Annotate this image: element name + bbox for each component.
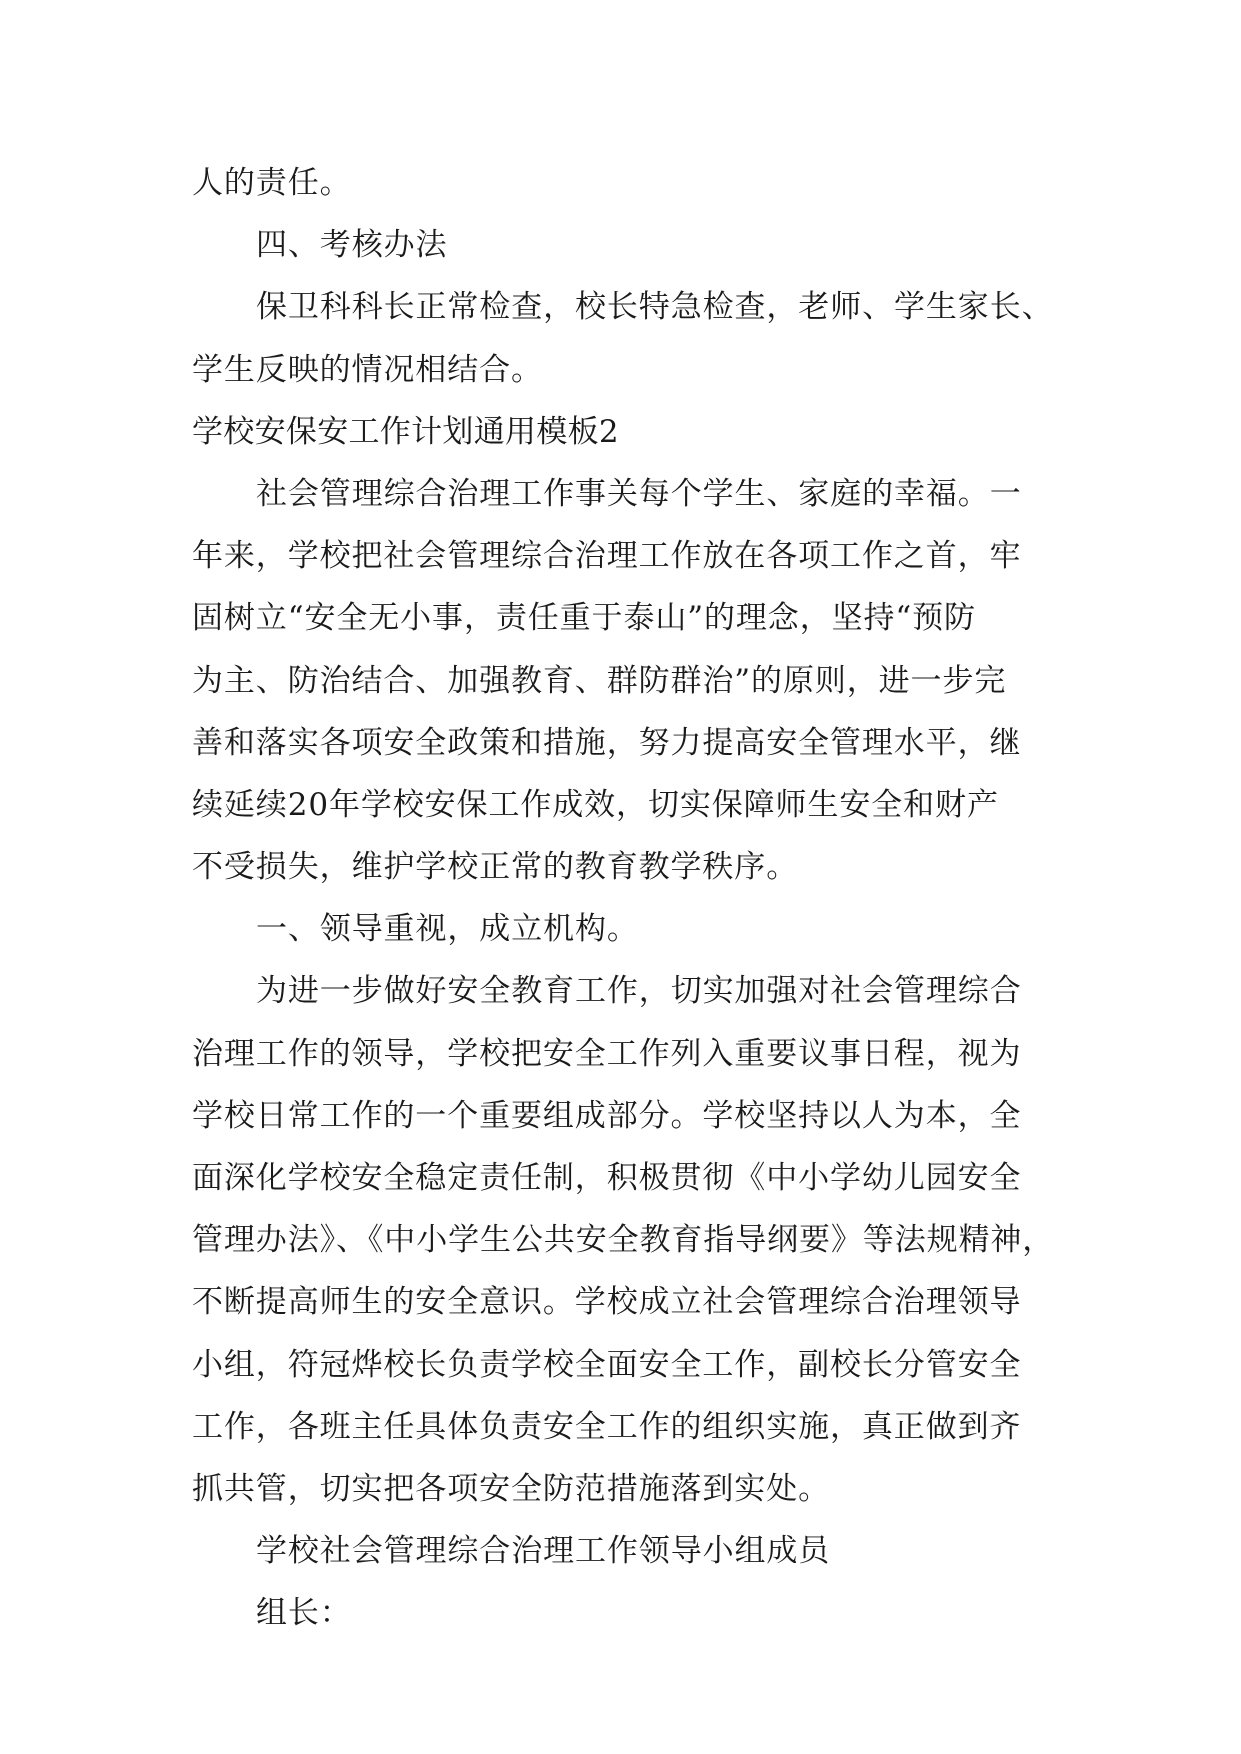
text-line: 不受损失，维护学校正常的教育教学秩序。	[192, 849, 799, 886]
text-line: 管理办法》、《中小学生公共安全教育指导纲要》等法规精神，	[192, 1222, 1055, 1259]
text-line: 保卫科科长正常检查，校长特急检查，老师、学生家长、	[256, 289, 1054, 326]
document-title: 学校安保安工作计划通用模板2	[192, 413, 619, 450]
text-line: 抓共管，切实把各项安全防范措施落到实处。	[192, 1470, 830, 1507]
text-line: 固树立“安全无小事，责任重于泰山”的理念，坚持“预防	[192, 600, 976, 637]
text-line: 学校社会管理综合治理工作领导小组成员	[256, 1533, 831, 1570]
section-heading: 四、考核办法	[256, 227, 448, 264]
text-line: 年来，学校把社会管理综合治理工作放在各项工作之首，牢	[192, 538, 1022, 575]
text-line: 人的责任。	[192, 165, 352, 201]
document-body	[192, 152, 1055, 1645]
section-heading: 一、领导重视，成立机构。	[256, 911, 639, 948]
text-line: 不断提高师生的安全意识。学校成立社会管理综合治理领导	[192, 1284, 1022, 1321]
text-line: 续延续20年学校安保工作成效，切实保障师生安全和财产	[192, 786, 999, 823]
text-line: 社会管理综合治理工作事关每个学生、家庭的幸福。一	[256, 475, 1022, 512]
text-line: 工作，各班主任具体负责安全工作的组织实施，真正做到齐	[192, 1408, 1022, 1445]
text-line: 为进一步做好安全教育工作，切实加强对社会管理综合	[256, 973, 1022, 1010]
text-line: 小组，符冠烨校长负责学校全面安全工作，副校长分管安全	[192, 1346, 1022, 1383]
text-line: 治理工作的领导，学校把安全工作列入重要议事日程，视为	[192, 1035, 1022, 1072]
text-line: 面深化学校安全稳定责任制，积极贯彻《中小学幼儿园安全	[192, 1160, 1022, 1196]
text-line: 为主、防治结合、加强教育、群防群治”的原则，进一步完	[192, 662, 1007, 699]
text-line: 组长：	[256, 1595, 352, 1632]
text-line: 学校日常工作的一个重要组成部分。学校坚持以人为本，全	[192, 1097, 1022, 1134]
text-line: 学生反映的情况相结合。	[192, 351, 543, 388]
text-line: 善和落实各项安全政策和措施，努力提高安全管理水平，继	[192, 724, 1022, 761]
